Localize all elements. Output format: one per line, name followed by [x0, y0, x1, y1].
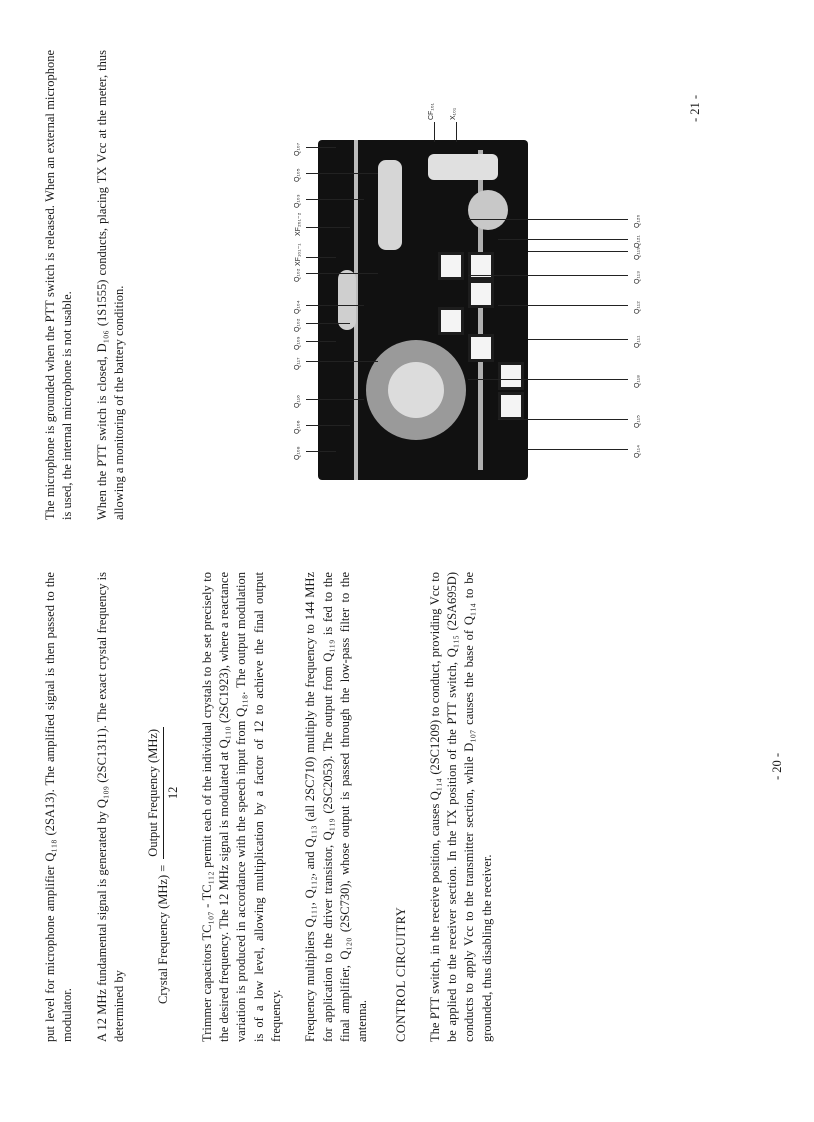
left-page-column	[42, 572, 513, 1042]
leader-line	[528, 339, 628, 340]
paragraph: The microphone is grounded when the PTT switch is released. When an external microphone is used, the internal microphone is not usable.	[43, 50, 75, 520]
leader-line	[306, 227, 350, 228]
circuit-board-photo-figure	[198, 50, 668, 520]
paragraph: Frequency multipliers Q₁₁₁, Q₁₁₂, and Q₁₁₃ (all 2SC710) multiply the frequency to 144 MHz for application to the driver transistor, Q₁₁₉ (2SC2053). The output from Q₁₁₉ is fed to the final amplifier, Q₁₂₀ (2SC730), whose output is passed through the low-pass filter to the antenna.	[303, 572, 370, 1042]
figure-callout-label: Q₁₁₆	[294, 395, 301, 408]
solder-pad	[498, 392, 524, 420]
figure-callout-label: X₁₀₁	[450, 107, 457, 120]
component	[468, 190, 508, 230]
leader-line	[306, 399, 364, 400]
figure-callout-label: CF₁₀₁	[428, 103, 435, 120]
leader-line	[528, 251, 628, 252]
figure-callout-label: Q₁₀₉	[294, 336, 301, 350]
leader-line	[306, 451, 336, 452]
paragraph: A 12 MHz fundamental signal is generated by Q₁₀₉ (2SC1311). The exact crystal frequency is determined by	[94, 572, 126, 1042]
formula-denominator: 12	[166, 786, 181, 800]
leader-line	[306, 361, 378, 362]
leader-line	[306, 341, 336, 342]
leader-line	[306, 425, 350, 426]
figure-callout-label: XF₁₀₁₋₁	[295, 243, 302, 266]
paragraph: Trimmer capacitors TC₁₀₇ - TC₁₁₂ permit each of the individual crystals to be set precisely to the desired frequency. The 12 MHz signal is modulated at Q₁₁₀ (2SC1923), where a reactance variation is produced in accordance with the speech input from Q₁₁₈. The output modulation is of a low level, allowing multiplication by a factor of 12 to achieve the final output frequency.	[199, 572, 283, 1042]
leader-line	[306, 257, 336, 258]
paragraph: put level for microphone amplifier Q₁₁₈ (2SA13). The amplified signal is then passed to the modulator.	[43, 572, 75, 1042]
formula-fraction	[145, 727, 183, 859]
leader-line	[306, 273, 378, 274]
figure-callout-label: Q₁₁₅	[634, 415, 641, 428]
leader-line	[456, 122, 457, 142]
solder-pad	[468, 280, 494, 308]
figure-callout-label: Q₁₀₂	[294, 268, 301, 282]
figure-callout-label: Q₁₂₀	[634, 214, 641, 228]
figure-callout-label: Q₁₁₉	[634, 247, 641, 260]
section-heading: CONTROL CIRCUITRY	[394, 906, 409, 1042]
figure-callout-label: Q₁₀₇	[294, 142, 301, 156]
leader-line	[498, 305, 628, 306]
connector	[428, 154, 498, 180]
figure-callout-label: Q₁₁₈	[634, 374, 641, 388]
figure-callout-label: Q₁₁₄	[634, 444, 641, 458]
leader-line	[468, 275, 628, 276]
figure-callout-label: Q₁₀₆	[294, 420, 301, 434]
figure-callout-label: Q₁₁₁	[634, 335, 641, 348]
right-page-column	[42, 50, 145, 520]
circuit-board-photo	[318, 140, 528, 480]
leader-line	[306, 305, 364, 306]
leader-line	[498, 419, 628, 420]
leader-line	[434, 122, 435, 142]
leader-line	[306, 173, 378, 174]
leader-line	[468, 379, 628, 380]
formula-numerator: Output Frequency (MHz)	[145, 727, 164, 859]
leader-line	[306, 147, 336, 148]
page-number-right: - 21 -	[688, 94, 702, 122]
leader-line	[498, 239, 628, 240]
figure-callout-label: Q₁₂₁	[634, 235, 641, 248]
leader-line	[306, 323, 350, 324]
crystal-frequency-formula	[145, 572, 183, 1004]
coil-center	[388, 362, 444, 418]
component	[338, 270, 356, 330]
figure-callout-label: Q₁₀₅	[294, 168, 301, 182]
paragraph: The PTT switch, in the receive position, causes Q₁₁₄ (2SC1209) to conduct, providing Vcc to be applied to the receiver section. In the TX position of the PTT switch, Q₁₁₅ (2SA695D) conducts to apply Vcc to the transmitter section, while D₁₀₇ causes the base of Q₁₁₄ to be grounded, thus disabling the receiver.	[427, 572, 494, 1042]
figure-callout-label: Q₁₁₃	[634, 270, 641, 284]
solder-pad	[438, 307, 464, 335]
figure-callout-label: XF₂₀₁₋₂	[295, 212, 302, 236]
figure-callout-label: Q₁₁₂	[634, 301, 641, 314]
figure-callout-label: Q₁₀₄	[294, 300, 301, 314]
leader-line	[468, 219, 628, 220]
formula-lhs: Crystal Frequency (MHz) =	[156, 864, 171, 1004]
solder-pad	[468, 334, 494, 362]
page-number-left: - 20 -	[770, 752, 784, 780]
component	[378, 160, 402, 250]
figure-callout-label: Q₁₀₂	[294, 318, 301, 332]
solder-pad	[438, 252, 464, 280]
figure-callout-label: Q₁₀₈	[294, 446, 301, 460]
leader-line	[306, 199, 364, 200]
paragraph: When the PTT switch is closed, D₁₀₆ (1S1555) conducts, placing TX Vcc at the meter, thus allowing a monitoring of the battery condition.	[94, 50, 126, 520]
solder-pad	[498, 362, 524, 390]
figure-callout-label: Q₁₀₃	[294, 194, 301, 208]
leader-line	[528, 449, 628, 450]
figure-callout-label: Q₁₁₇	[294, 357, 301, 370]
